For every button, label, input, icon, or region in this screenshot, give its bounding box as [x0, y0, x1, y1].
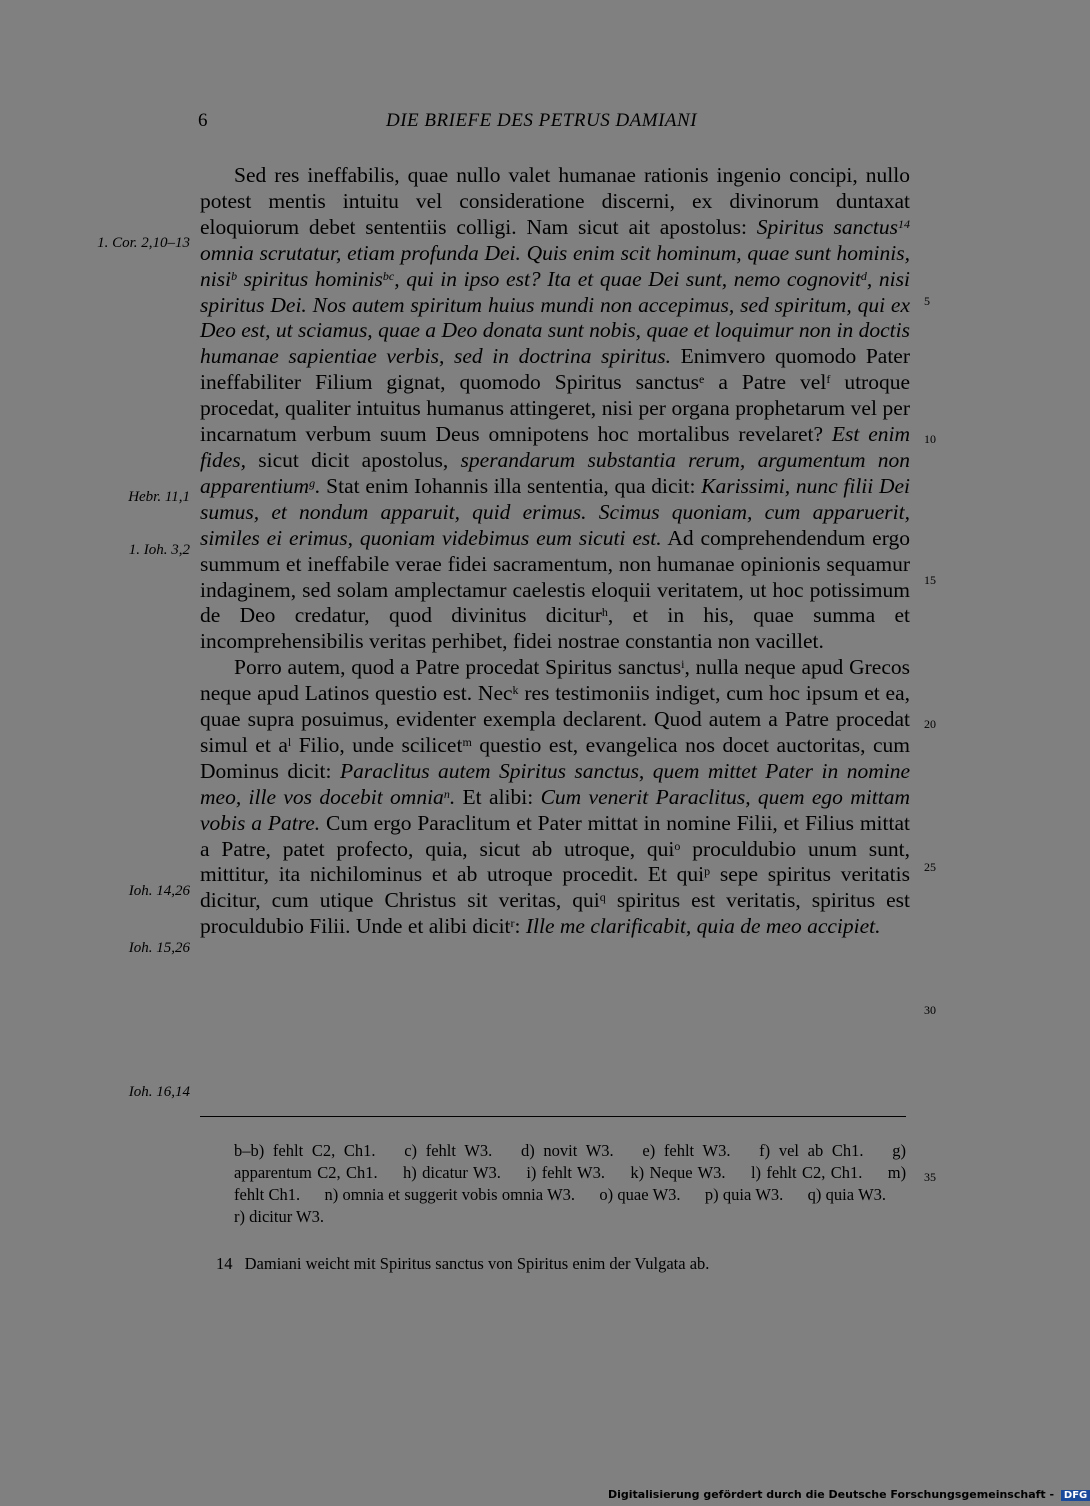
- apparatus-entry: h) dicatur W3.: [403, 1163, 501, 1182]
- line-number-30: 30: [924, 1003, 936, 1017]
- line-number-35: 35: [924, 1170, 936, 1184]
- apparatus-entry: f) vel ab Ch1.: [759, 1141, 864, 1160]
- paragraph-2: Porro autem, quod a Patre procedat Spiritus sanctus$^i$, nulla neque apud Grecos neque apud Latinos questio est. Nec$^k$ res testimoniis indiget, cum hoc ipsum et ea, quae supra posuimus, evidenter exempla declarent. Quod autem a Patre procedat simul et $a^l$ Filio, unde scilicet$^m$ questio est, evangelica nos docet auctoritas, cum Dominus dicit: Paraclitus autem Spiritus sanctus, quem mittet Pater in nomine meo, ille vos docebit omnia$^n$. Et alibi: Cum venerit Paraclitus, quem ego mittam vobis a Patre. Cum ergo Paraclitum et Pater mittat in nomine Filii, et Filius mittat a Patre, patet profecto, quia, sicut ab utroque, qui$^o$ proculdubio unum sunt, mittitur, ita nichilominus et ab utroque procedit. Et qui$^p$ sepe spiritus veritatis dicitur, cum utique Christus sit veritas, qui$^q$ spiritus est veritatis, spiritus est proculdubio Filii. Unde et alibi dicit$^r$: Ille me clarificabit, quia de meo accipiet.: [200, 655, 911, 939]
- apparatus-entry: o) quae W3.: [599, 1185, 681, 1204]
- dfg-logo: DFG: [1061, 1490, 1090, 1501]
- line-number-15: 15: [924, 573, 936, 587]
- apparatus-entry: l) fehlt C2, Ch1.: [750, 1163, 863, 1182]
- dfg-credit-text: Digitalisierung gefördert durch die Deutsche Forschungsgemeinschaft -: [608, 1488, 1055, 1501]
- apparatus-entry: k) Neque W3.: [630, 1163, 726, 1182]
- margin-ref-ioh16: Ioh. 16,14: [128, 1084, 190, 1100]
- apparatus-entry: q) quia W3.: [807, 1185, 887, 1204]
- margin-ref-ioh14: Ioh. 14,26: [128, 883, 190, 899]
- paragraph-1: Sed res ineffabilis, quae nullo valet humanae rationis ingenio concipi, nullo potest mentis intuitu vel consideratione discerni, ex divinorum duntaxat eloquiorum debet sententiis colligi. Nam sicut ait apostolus: Spiritus sanctus$^{14}$ omnia scrutatur, etiam profunda Dei. Quis enim scit hominum, quae sunt hominis, nisi$^b$ spiritus hominis$^{bc}$, qui in ipso est? Ita et quae Dei sunt, nemo cognovit$^d$, nisi spiritus Dei. Nos autem spiritum huius mundi non accepimus, sed spiritum, qui ex Deo est, ut sciamus, quae a Deo donata sunt nobis, quae et loquimur non in doctis humanae sapientiae verbis, sed in doctrina spiritus. Enimvero quomodo Pater ineffabiliter Filium gignat, quomodo Spiritus sanctus$^e$ a Patre vel$^f$ utroque procedat, qualiter intuitus humanus attingeret, nisi per organa prophetarum vel per incarnatum verbum suum Deus omnipotens hoc mortalibus revelaret? Est enim fides, sicut dicit apostolus, sperandarum substantia rerum, argumentum non apparentium$^g$. Stat enim Iohannis illa sententia, qua dicit: Karissimi, nunc filii Dei sumus, et nondum apparuit, quid erimus. Scimus quoniam, cum apparuerit, similes ei erimus, quoniam videbimus eum sicuti est. Ad comprehendendum ergo summum et ineffabile verae fidei sacramentum, non humanae opinionis sequamur indaginem, sed solam amplectamur caelestis eloquii veritatem, ut hoc potissimum de Deo credatur, quod divinitus dicitur$^h$, et in his, quae summa et incomprehensibilis veritas perhibet, fidei nostrae constantia non vacillet.: [200, 163, 911, 654]
- apparatus-entry: r) dicitur W3.: [234, 1207, 324, 1226]
- apparatus-entry: d) novit W3.: [521, 1141, 614, 1160]
- running-head: DIE BRIEFE DES PETRUS DAMIANI: [386, 110, 698, 131]
- line-number-20: 20: [924, 717, 936, 731]
- apparatus-entry: c) fehlt W3.: [404, 1141, 493, 1160]
- apparatus-entry: b–b) fehlt C2, Ch1.: [234, 1141, 376, 1160]
- apparatus-entry: i) fehlt W3.: [526, 1163, 605, 1182]
- footnote: [216, 1254, 709, 1274]
- footnote-text: Damiani weicht mit Spiritus sanctus von Spiritus enim der Vulgata ab.: [244, 1254, 710, 1273]
- apparatus-entry: p) quia W3.: [704, 1185, 784, 1204]
- apparatus-entry: e) fehlt W3.: [642, 1141, 731, 1160]
- apparatus-entry: m) fehlt Ch1.: [234, 1163, 907, 1204]
- apparatus-entry: g) apparentum C2, Ch1.: [234, 1141, 906, 1182]
- page-number: 6: [198, 110, 208, 131]
- margin-ref-1cor: 1. Cor. 2,10–13: [97, 235, 190, 251]
- main-text: [200, 163, 910, 940]
- apparatus-entry: n) omnia et suggerit vobis omnia W3.: [324, 1185, 576, 1204]
- line-number-10: 10: [924, 432, 936, 446]
- footnote-number: 14: [216, 1254, 233, 1273]
- line-number-5: 5: [924, 294, 930, 308]
- critical-apparatus: [234, 1140, 906, 1228]
- footnote-rule: [200, 1116, 906, 1117]
- margin-ref-hebr: Hebr. 11,1: [128, 489, 190, 505]
- margin-ref-ioh15: Ioh. 15,26: [128, 940, 190, 956]
- dfg-credit: [608, 1488, 1090, 1501]
- line-number-25: 25: [924, 860, 936, 874]
- margin-ref-1ioh: 1. Ioh. 3,2: [128, 542, 190, 558]
